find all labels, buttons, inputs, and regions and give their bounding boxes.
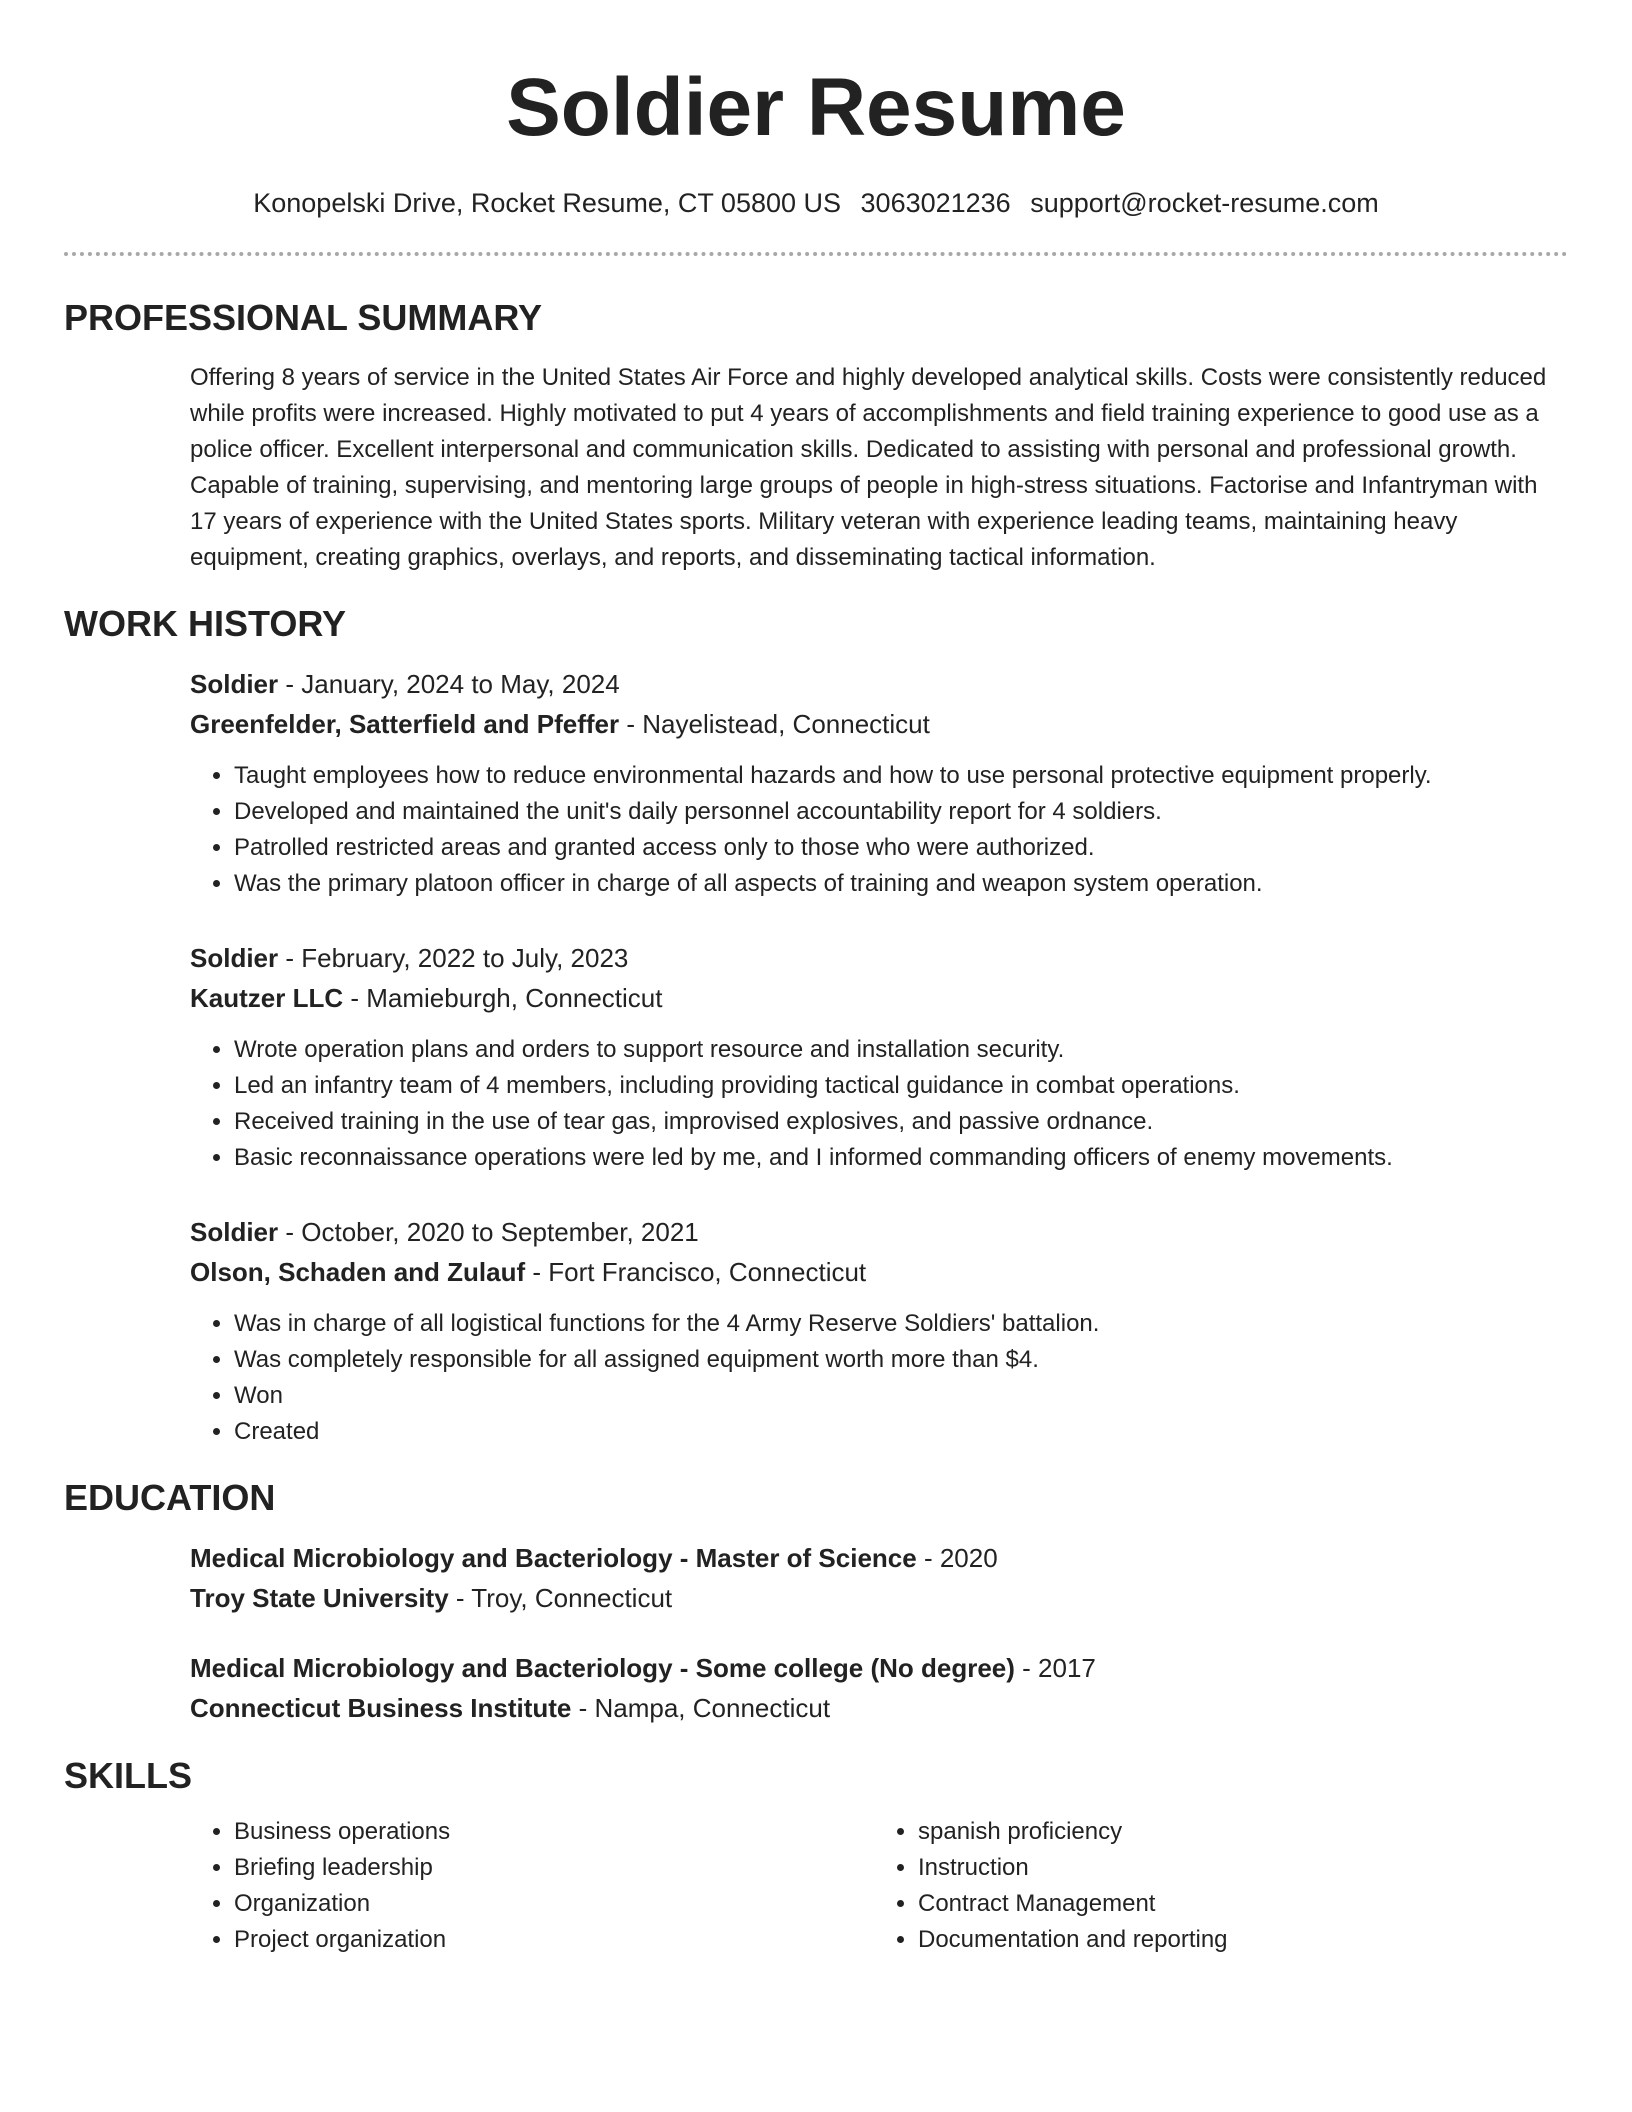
skill-item: • Business operations [234, 1814, 874, 1850]
education-year: - 2017 [1014, 1653, 1096, 1683]
job-dates: - October, 2020 to September, 2021 [278, 1217, 699, 1247]
job-company: Greenfelder, Satterfield and Pfeffer [190, 709, 620, 739]
job-bullet: • Won [234, 1378, 1568, 1414]
skills-columns [190, 1814, 1568, 1958]
job-bullets [190, 1032, 1568, 1176]
job-title: Soldier [190, 669, 279, 699]
job-company-line [190, 1252, 1568, 1292]
skills-heading: SKILLS [64, 1755, 193, 1796]
work-section [64, 602, 1568, 1450]
job-entry [190, 938, 1568, 1176]
job-company: Olson, Schaden and Zulauf [190, 1257, 526, 1287]
job-location: - Mamieburgh, Connecticut [343, 983, 663, 1013]
education-year: - 2020 [916, 1543, 998, 1573]
skill-item: • Organization [234, 1886, 874, 1922]
job-bullet: • Taught employees how to reduce environmental hazards and how to use personal protective equipment properly. [234, 758, 1568, 794]
resume-title: Soldier Resume [506, 62, 1126, 153]
job-company-line [190, 704, 1568, 744]
address: Konopelski Drive, Rocket Resume, CT 05800 US [253, 188, 842, 218]
job-bullet: • Patrolled restricted areas and granted access only to those who were authorized. [234, 830, 1568, 866]
skill-item: • spanish proficiency [918, 1814, 1558, 1850]
job-entry [190, 664, 1568, 902]
job-bullets [190, 758, 1568, 902]
job-entry [190, 1212, 1568, 1450]
header-divider [64, 252, 1568, 256]
skill-item: • Project organization [234, 1922, 874, 1958]
job-bullet: • Wrote operation plans and orders to support resource and installation security. [234, 1032, 1568, 1068]
job-bullet: • Basic reconnaissance operations were led by me, and I informed commanding officers of enemy movements. [234, 1140, 1568, 1176]
education-entry [190, 1648, 1568, 1728]
job-bullet: • Received training in the use of tear gas, improvised explosives, and passive ordnance. [234, 1104, 1568, 1140]
skill-item: • Contract Management [918, 1886, 1558, 1922]
education-school: Connecticut Business Institute [190, 1693, 572, 1723]
skills-list-left [190, 1814, 874, 1958]
job-title: Soldier [190, 943, 279, 973]
education-entry [190, 1538, 1568, 1618]
job-title: Soldier [190, 1217, 279, 1247]
job-bullet: • Created [234, 1414, 1568, 1450]
summary-section [64, 296, 1568, 576]
education-school-line [190, 1578, 1568, 1618]
job-bullet: • Was the primary platoon officer in charge of all aspects of training and weapon system operation. [234, 866, 1568, 902]
skills-section [64, 1754, 1568, 1958]
education-section [64, 1476, 1568, 1728]
phone: 3063021236 [860, 188, 1011, 218]
job-bullet: • Was completely responsible for all assigned equipment worth more than $4. [234, 1342, 1568, 1378]
job-bullets [190, 1306, 1568, 1450]
education-school-line [190, 1688, 1568, 1728]
education-degree: Medical Microbiology and Bacteriology - Some college (No degree) [190, 1653, 1015, 1683]
job-title-line [190, 664, 1568, 704]
education-location: - Troy, Connecticut [448, 1583, 673, 1613]
job-bullet: • Led an infantry team of 4 members, including providing tactical guidance in combat operations. [234, 1068, 1568, 1104]
job-bullet: • Developed and maintained the unit's daily personnel accountability report for 4 soldiers. [234, 794, 1568, 830]
skill-item: • Briefing leadership [234, 1850, 874, 1886]
job-company-line [190, 978, 1568, 1018]
job-company: Kautzer LLC [190, 983, 344, 1013]
contact-line [64, 186, 1568, 220]
job-location: - Fort Francisco, Connecticut [525, 1257, 867, 1287]
skills-list-right [874, 1814, 1558, 1958]
summary-text: Offering 8 years of service in the United States Air Force and highly developed analytical skills. Costs were consistently reduced while profits were increased. Highly motivated to put 4 years of accomplishments and field training experience to good use as a police officer. Excellent interpersonal and communication skills. Dedicated to assisting with personal and professional growth. Capable of training, supervising, and mentoring large groups of people in high-stress situations. Factorise and Infantryman with 17 years of experience with the United States sports. Military veteran with experience leading teams, maintaining heavy equipment, creating graphics, overlays, and reports, and disseminating tactical information. [190, 364, 1547, 571]
job-dates: - February, 2022 to July, 2023 [278, 943, 629, 973]
job-title-line [190, 938, 1568, 978]
job-bullet: • Was in charge of all logistical functions for the 4 Army Reserve Soldiers' battalion. [234, 1306, 1568, 1342]
job-location: - Nayelistead, Connecticut [619, 709, 930, 739]
work-heading: WORK HISTORY [64, 603, 347, 644]
skill-item: • Instruction [918, 1850, 1558, 1886]
education-degree-line [190, 1648, 1568, 1688]
education-school: Troy State University [190, 1583, 449, 1613]
email: support@rocket-resume.com [1030, 188, 1379, 218]
skill-item: • Documentation and reporting [918, 1922, 1558, 1958]
education-degree-line [190, 1538, 1568, 1578]
job-title-line [190, 1212, 1568, 1252]
summary-heading: PROFESSIONAL SUMMARY [64, 297, 543, 338]
education-degree: Medical Microbiology and Bacteriology - Master of Science [190, 1543, 917, 1573]
education-location: - Nampa, Connecticut [571, 1693, 831, 1723]
job-dates: - January, 2024 to May, 2024 [278, 669, 620, 699]
education-heading: EDUCATION [64, 1477, 276, 1518]
